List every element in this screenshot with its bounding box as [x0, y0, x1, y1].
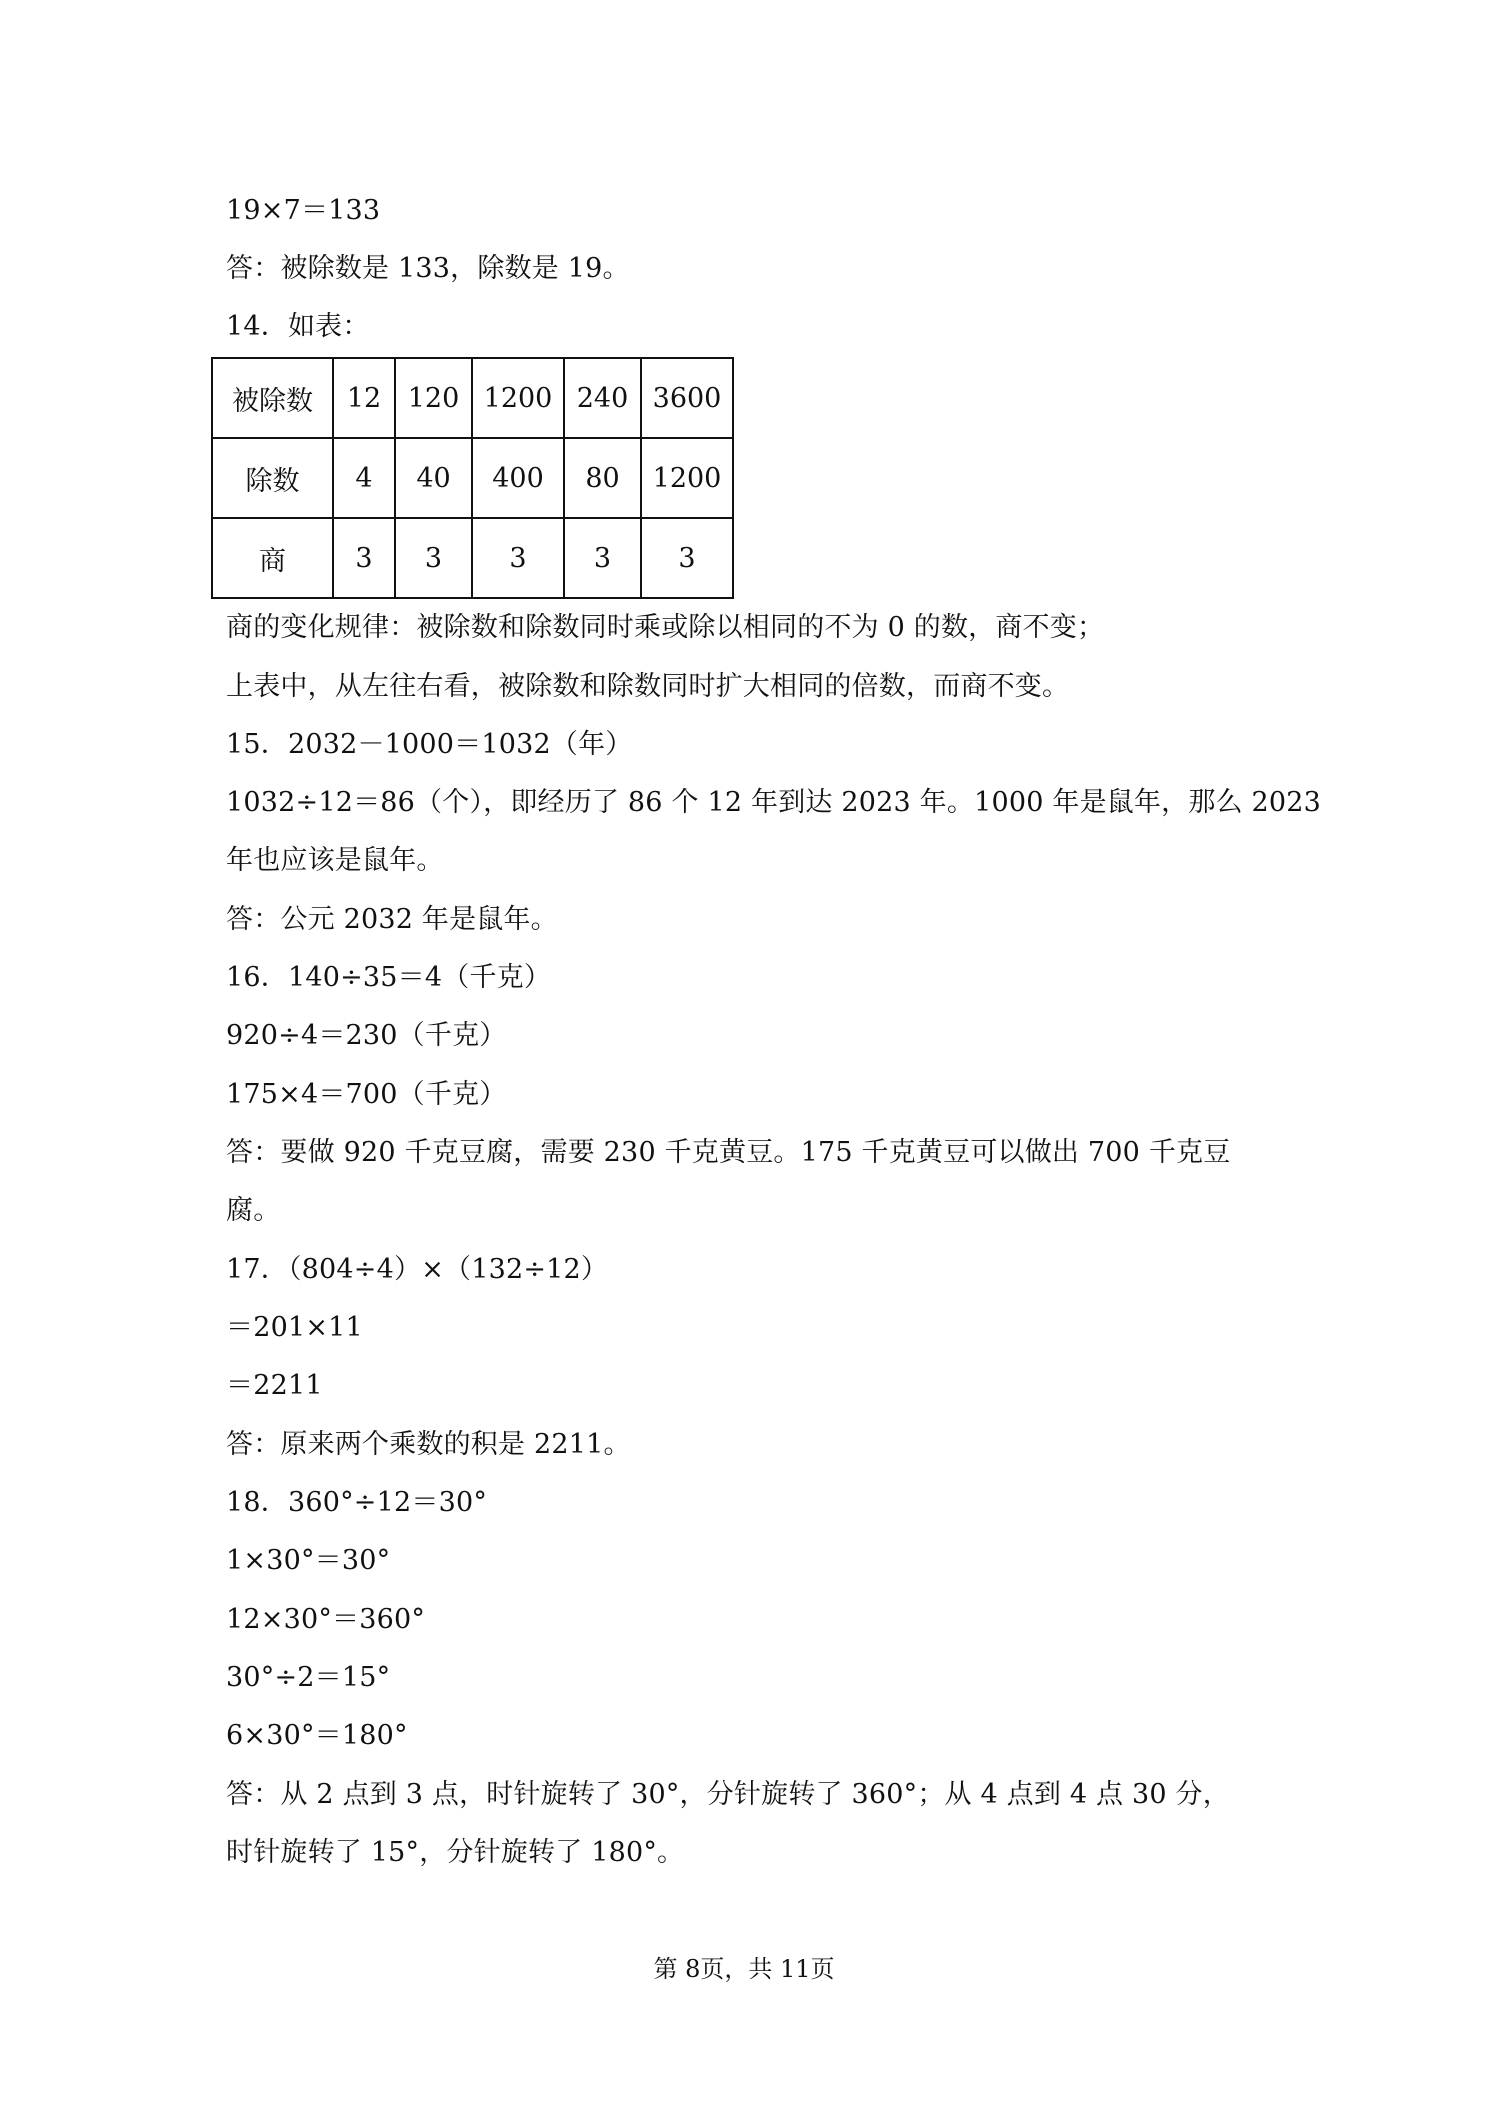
- calc-line: ＝201×11: [226, 1312, 363, 1343]
- table-cell: 3: [395, 518, 472, 598]
- rule-line: 商的变化规律：被除数和除数同时乘或除以相同的不为 0 的数，商不变；: [226, 612, 1105, 643]
- answer-line: 答：被除数是 133，除数是 19。: [226, 253, 630, 284]
- table-cell: 3: [333, 518, 395, 598]
- table-cell: 3: [472, 518, 564, 598]
- table-cell: 4: [333, 438, 395, 518]
- question-heading: 16．140÷35＝4（千克）: [226, 962, 552, 993]
- answer-line: 答：原来两个乘数的积是 2211。: [226, 1429, 631, 1460]
- table-cell: 3: [564, 518, 641, 598]
- table-cell: 80: [564, 438, 641, 518]
- table-cell: 40: [395, 438, 472, 518]
- table-row: [212, 358, 733, 438]
- answer-line: 答：公元 2032 年是鼠年。: [226, 904, 558, 935]
- answer-line: 时针旋转了 15°，分针旋转了 180°。: [226, 1837, 685, 1868]
- table-cell: 3: [641, 518, 733, 598]
- question-heading: 18．360°÷12＝30°: [226, 1487, 488, 1518]
- table-cell: 400: [472, 438, 564, 518]
- page-footer: 第 8页，共 11页: [653, 1955, 835, 1983]
- table-cell: 12: [333, 358, 395, 438]
- calc-line: 920÷4＝230（千克）: [226, 1020, 507, 1051]
- table-cell: 240: [564, 358, 641, 438]
- rule-line: 上表中，从左往右看，被除数和除数同时扩大相同的倍数，而商不变。: [226, 671, 1070, 702]
- table-cell: 120: [395, 358, 472, 438]
- calc-line: 6×30°＝180°: [226, 1720, 408, 1751]
- calc-line: 12×30°＝360°: [226, 1604, 426, 1635]
- calc-line: ＝2211: [226, 1370, 323, 1401]
- calc-line: 1×30°＝30°: [226, 1545, 391, 1576]
- calc-line: 30°÷2＝15°: [226, 1662, 391, 1693]
- table-cell: 除数: [212, 438, 333, 518]
- table-row: [212, 438, 733, 518]
- calc-line: 19×7＝133: [226, 195, 381, 226]
- table-cell: 被除数: [212, 358, 333, 438]
- explanation-line: 1032÷12＝86（个），即经历了 86 个 12 年到达 2023 年。1000 年是鼠年，那么 2023: [226, 787, 1322, 818]
- quotient-table: [211, 357, 734, 599]
- explanation-line: 年也应该是鼠年。: [226, 845, 444, 876]
- calc-line: 175×4＝700（千克）: [226, 1079, 507, 1110]
- table-cell: 商: [212, 518, 333, 598]
- table-cell: 3600: [641, 358, 733, 438]
- answer-line: 答：要做 920 千克豆腐，需要 230 千克黄豆。175 千克黄豆可以做出 700 千克豆: [226, 1137, 1231, 1168]
- question-heading: 17．（804÷4）×（132÷12）: [226, 1254, 609, 1285]
- answer-line: 答：从 2 点到 3 点，时针旋转了 30°，分针旋转了 360°；从 4 点到 4 点 30 分，: [226, 1779, 1230, 1810]
- question-heading: 15．2032－1000＝1032（年）: [226, 729, 633, 760]
- question-heading: 14．如表：: [226, 311, 370, 342]
- table-cell: 1200: [641, 438, 733, 518]
- answer-line: 腐。: [226, 1195, 281, 1226]
- table-cell: 1200: [472, 358, 564, 438]
- table-row: [212, 518, 733, 598]
